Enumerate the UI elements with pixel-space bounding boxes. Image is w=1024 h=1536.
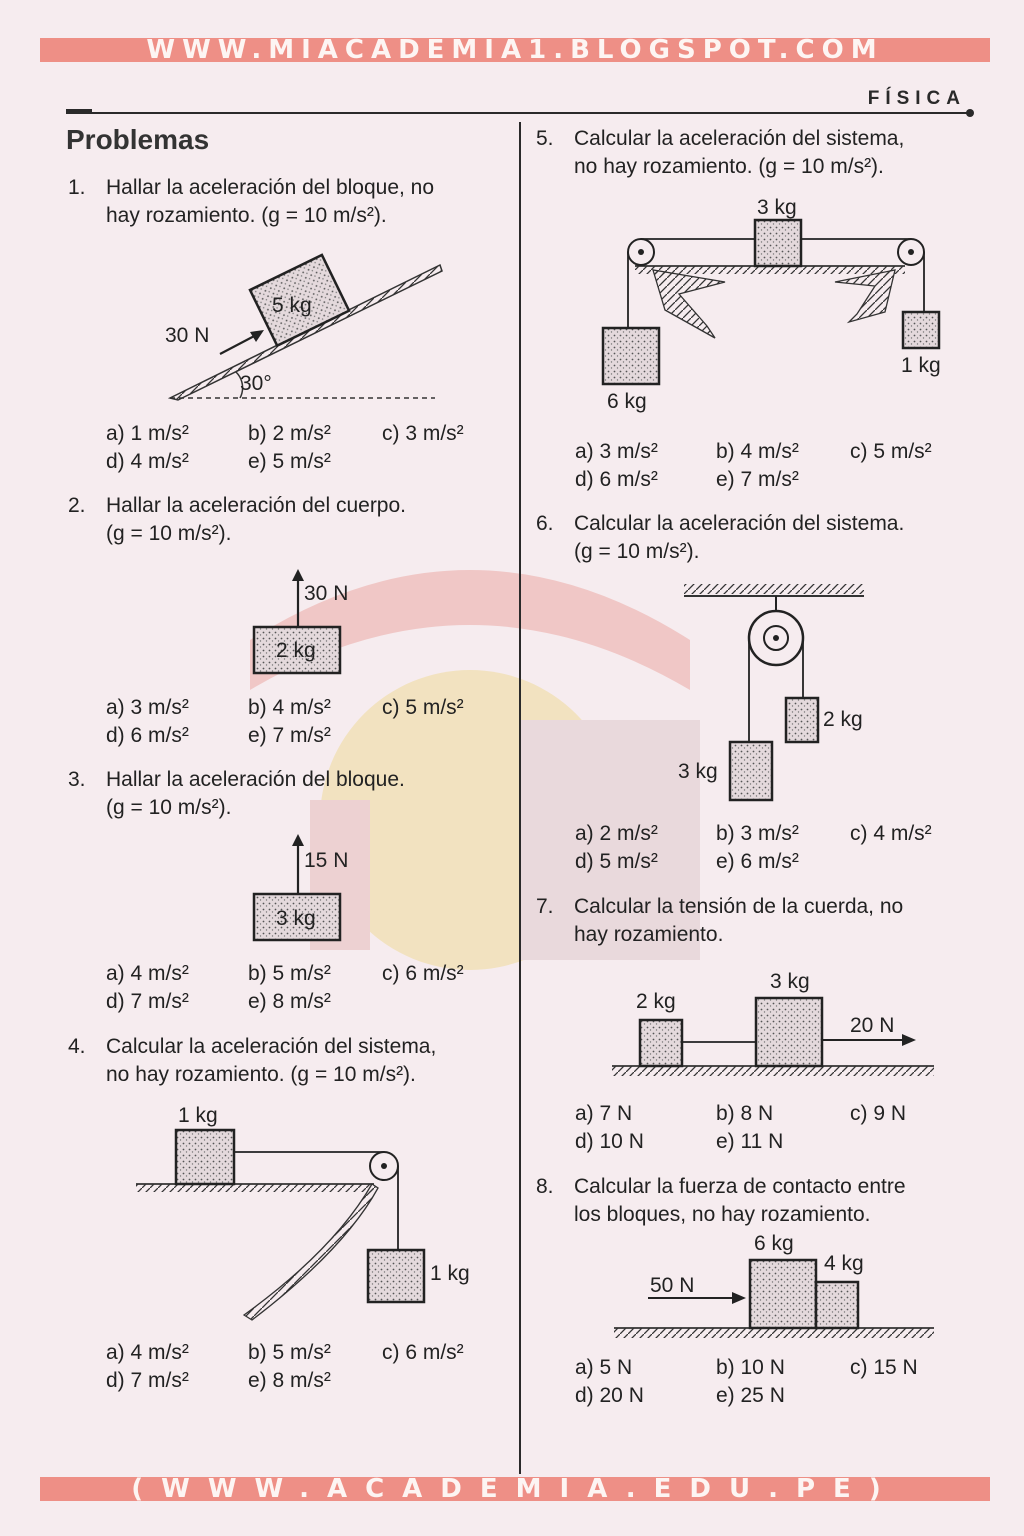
floor — [614, 1328, 934, 1338]
problem-number: 5. — [536, 127, 554, 150]
column-divider — [519, 122, 521, 1474]
angle-label: 30° — [240, 372, 272, 395]
problem-text-line: Calcular la fuerza de contacto entre — [574, 1175, 906, 1198]
subject-label: FÍSICA — [867, 88, 966, 109]
figure-two-pulleys — [595, 190, 965, 415]
arrowhead — [902, 1034, 916, 1046]
option-c: c) 5 m/s² — [382, 696, 464, 719]
problem-text-line: los bloques, no hay rozamiento. — [574, 1203, 871, 1226]
ceiling — [684, 584, 864, 594]
option-c: c) 4 m/s² — [850, 822, 932, 845]
option-d: d) 20 N — [575, 1384, 644, 1407]
option-a: a) 4 m/s² — [106, 1341, 189, 1364]
option-c: c) 6 m/s² — [382, 1341, 464, 1364]
mass-label: 4 kg — [824, 1252, 864, 1275]
problem-text-line: Hallar la aceleración del bloque, no — [106, 176, 435, 199]
floor — [612, 1066, 934, 1076]
option-a: a) 2 m/s² — [575, 822, 658, 845]
mass-label: 3 kg — [276, 907, 316, 930]
option-d: d) 7 m/s² — [106, 990, 189, 1013]
arrowhead — [732, 1292, 746, 1304]
site-banner-top: WWW.MIACADEMIA1.BLOGSPOT.COM — [40, 38, 990, 62]
block-top — [755, 220, 801, 266]
option-a: a) 4 m/s² — [106, 962, 189, 985]
problem-text-line: Calcular la tensión de la cuerda, no — [574, 895, 904, 918]
force-arrow — [220, 334, 258, 354]
block-4kg — [816, 1282, 858, 1328]
option-e: e) 11 N — [716, 1130, 784, 1153]
problem-text-line: (g = 10 m/s²). — [106, 796, 232, 819]
option-b: b) 5 m/s² — [248, 962, 331, 985]
figure-vertical-force — [250, 830, 380, 945]
problem-text-line: hay rozamiento. — [574, 923, 724, 946]
option-e: e) 25 N — [716, 1384, 785, 1407]
problem-text-line: no hay rozamiento. (g = 10 m/s²). — [574, 155, 884, 178]
block-3kg — [730, 742, 772, 800]
option-e: e) 8 m/s² — [248, 1369, 331, 1392]
option-b: b) 2 m/s² — [248, 422, 331, 445]
block-6kg — [750, 1260, 816, 1328]
header-rule — [66, 112, 972, 114]
problem-number: 6. — [536, 512, 554, 535]
mass-label: 1 kg — [430, 1262, 470, 1285]
figure-incline — [150, 250, 450, 410]
option-a: a) 7 N — [575, 1102, 633, 1125]
problem-text-line: (g = 10 m/s²). — [574, 540, 700, 563]
block-hanging — [368, 1250, 424, 1302]
problem-text-line: Calcular la aceleración del sistema, — [106, 1035, 437, 1058]
option-d: d) 6 m/s² — [575, 468, 658, 491]
option-b: b) 4 m/s² — [716, 440, 799, 463]
problem-number: 8. — [536, 1175, 554, 1198]
force-label: 20 N — [850, 1014, 895, 1037]
problem-text-line: hay rozamiento. (g = 10 m/s²). — [106, 204, 387, 227]
mass-label: 5 kg — [272, 294, 312, 317]
section-title: Problemas — [66, 124, 210, 155]
option-c: c) 5 m/s² — [850, 440, 932, 463]
block-2kg — [786, 698, 818, 742]
figure-contact-blocks — [612, 1230, 942, 1345]
table-support-right — [835, 270, 895, 322]
arrowhead — [292, 834, 304, 846]
option-e: e) 8 m/s² — [248, 990, 331, 1013]
figure-rope-blocks — [610, 960, 940, 1085]
option-d: d) 6 m/s² — [106, 724, 189, 747]
option-b: b) 4 m/s² — [248, 696, 331, 719]
table-support-left — [653, 270, 725, 338]
mass-label: 2 kg — [636, 990, 676, 1013]
option-d: d) 4 m/s² — [106, 450, 189, 473]
header-rule-dot — [966, 109, 974, 117]
problem-number: 4. — [68, 1035, 86, 1058]
problem-number: 7. — [536, 895, 554, 918]
site-banner-bottom: (WWW.ACADEMIA.EDU.PE) — [40, 1477, 990, 1501]
figure-atwood — [680, 582, 880, 807]
option-b: b) 3 m/s² — [716, 822, 799, 845]
option-b: b) 8 N — [716, 1102, 774, 1125]
mass-label: 3 kg — [770, 970, 810, 993]
option-d: d) 5 m/s² — [575, 850, 658, 873]
mass-label: 6 kg — [754, 1232, 794, 1255]
option-d: d) 7 m/s² — [106, 1369, 189, 1392]
problem-text-line: no hay rozamiento. (g = 10 m/s²). — [106, 1063, 416, 1086]
problem-text-line: Calcular la aceleración del sistema, — [574, 127, 905, 150]
option-b: b) 5 m/s² — [248, 1341, 331, 1364]
option-d: d) 10 N — [575, 1130, 644, 1153]
problem-text-line: Hallar la aceleración del bloque. — [106, 768, 405, 791]
option-b: b) 10 N — [716, 1356, 785, 1379]
problem-text-line: Hallar la aceleración del cuerpo. — [106, 494, 406, 517]
force-label: 30 N — [304, 582, 349, 605]
option-a: a) 3 m/s² — [575, 440, 658, 463]
block-left — [603, 328, 659, 384]
mass-label: 2 kg — [276, 639, 316, 662]
mass-label: 3 kg — [757, 196, 797, 219]
figure-table-pulley — [134, 1100, 494, 1325]
table-edge — [244, 1184, 378, 1320]
mass-label: 3 kg — [678, 760, 718, 783]
mass-label: 2 kg — [823, 708, 863, 731]
arrowhead — [292, 569, 304, 581]
option-c: c) 3 m/s² — [382, 422, 464, 445]
option-e: e) 5 m/s² — [248, 450, 331, 473]
force-label: 30 N — [165, 324, 210, 347]
problem-number: 3. — [68, 768, 86, 791]
option-e: e) 6 m/s² — [716, 850, 799, 873]
problem-text-line: (g = 10 m/s²). — [106, 522, 232, 545]
problem-text-line: Calcular la aceleración del sistema. — [574, 512, 905, 535]
block-2kg — [640, 1020, 682, 1066]
option-e: e) 7 m/s² — [716, 468, 799, 491]
option-c: c) 9 N — [850, 1102, 907, 1125]
problem-number: 1. — [68, 176, 86, 199]
block-table — [176, 1130, 234, 1184]
figure-vertical-force — [250, 565, 380, 680]
force-label: 15 N — [304, 849, 349, 872]
mass-label: 6 kg — [607, 390, 647, 413]
table-surface — [136, 1184, 374, 1192]
mass-label: 1 kg — [178, 1104, 218, 1127]
option-c: c) 15 N — [850, 1356, 918, 1379]
block-3kg — [756, 998, 822, 1066]
option-a: a) 3 m/s² — [106, 696, 189, 719]
force-label: 50 N — [650, 1274, 695, 1297]
option-e: e) 7 m/s² — [248, 724, 331, 747]
option-c: c) 6 m/s² — [382, 962, 464, 985]
block-right — [903, 312, 939, 348]
problem-number: 2. — [68, 494, 86, 517]
option-a: a) 1 m/s² — [106, 422, 189, 445]
option-a: a) 5 N — [575, 1356, 633, 1379]
mass-label: 1 kg — [901, 354, 941, 377]
